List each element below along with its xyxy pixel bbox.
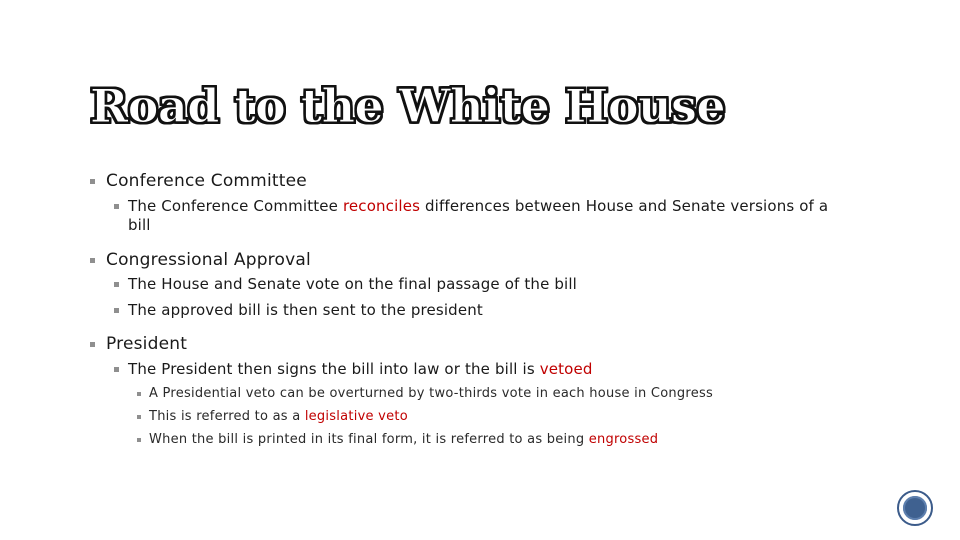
square-bullet-icon — [114, 308, 119, 313]
sub-sub-bullet-text: This is referred to as a — [149, 409, 305, 424]
slide-title: Road to the White House — [90, 79, 726, 133]
bullet-text: Conference Committee — [106, 171, 307, 191]
square-bullet-icon — [114, 204, 119, 209]
sub-bullet-reconciles-continued — [128, 216, 151, 234]
highlight-vetoed: vetoed — [539, 360, 593, 378]
sub-bullet-text-after: differences between House and Senate versions of a — [420, 197, 829, 215]
sub-sub-bullet-engrossed — [149, 432, 658, 448]
sub-sub-bullet-overturn-veto — [149, 386, 713, 402]
bullet-congressional-approval — [106, 250, 311, 270]
sub-bullet-sent-to-president — [128, 301, 483, 319]
sub-bullet-final-passage — [128, 275, 577, 293]
highlight-engrossed: engrossed — [588, 432, 659, 447]
sub-bullet-text: The President then signs the bill into law or the bill is — [128, 360, 540, 378]
nav-button-inner — [903, 496, 927, 520]
square-bullet-icon — [137, 415, 141, 419]
square-bullet-icon — [137, 392, 141, 396]
square-bullet-icon — [137, 438, 141, 442]
sub-bullet-text: The House and Senate vote on the final passage of the bill — [128, 275, 577, 293]
sub-sub-bullet-text: When the bill is printed in its final form, it is referred to as being — [149, 432, 589, 447]
sub-bullet-reconciles — [128, 197, 828, 215]
bullet-president — [106, 334, 187, 354]
sub-bullet-vetoed — [128, 360, 593, 378]
sub-bullet-text: The approved bill is then sent to the president — [128, 301, 483, 319]
highlight-legislative-veto: legislative veto — [304, 409, 408, 424]
square-bullet-icon — [90, 258, 95, 263]
sub-bullet-text: The Conference Committee — [128, 197, 343, 215]
bullet-text: President — [106, 334, 188, 354]
square-bullet-icon — [114, 367, 119, 372]
sub-sub-bullet-text: A Presidential veto can be overturned by two-thirds vote in each house in Congress — [149, 386, 713, 401]
circle-nav-icon[interactable] — [897, 490, 933, 526]
square-bullet-icon — [114, 282, 119, 287]
highlight-reconciles: reconciles — [342, 197, 421, 215]
square-bullet-icon — [90, 179, 95, 184]
sub-sub-bullet-legislative-veto — [149, 409, 408, 425]
square-bullet-icon — [90, 342, 95, 347]
sub-bullet-text-wrap: bill — [128, 216, 151, 234]
bullet-text: Congressional Approval — [106, 250, 311, 270]
bullet-conference-committee — [106, 171, 307, 191]
